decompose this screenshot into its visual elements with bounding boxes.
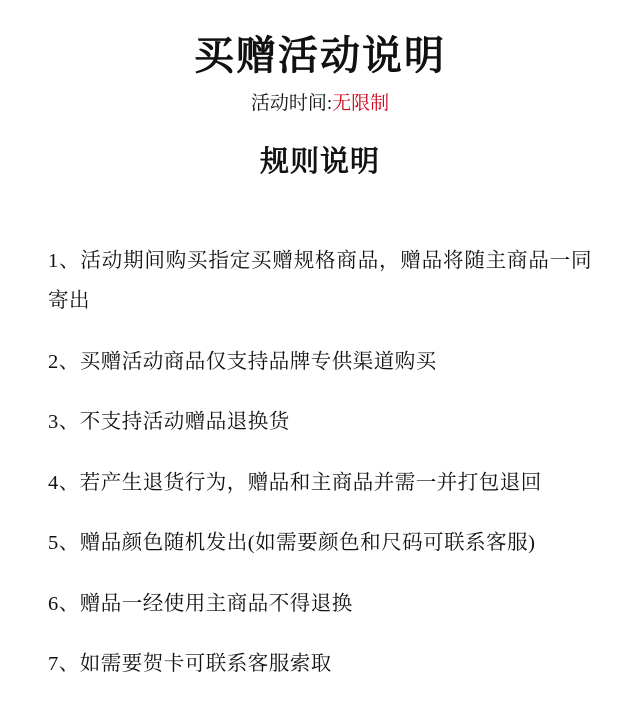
rule-item: 2、买赠活动商品仅支持品牌专供渠道购买 (48, 350, 437, 373)
page-title: 买赠活动说明 (194, 33, 446, 78)
activity-period-value: 无限制 (332, 93, 390, 114)
rules-list (34, 222, 606, 706)
section-title-rules: 规则说明 (259, 145, 380, 178)
rule-item: 7、如需要贺卡可联系客服索取 (48, 653, 332, 676)
rule-item: 6、赠品一经使用主商品不得退换 (48, 592, 353, 615)
rule-item: 5、赠品颜色随机发出(如需要颜色和尺码可联系客服) (48, 532, 536, 555)
rule-item: 1、活动期间购买指定买赠规格商品，赠品将随主商品一同寄出 (48, 250, 592, 313)
activity-period-label: 活动时间: (250, 93, 333, 114)
rule-item: 3、不支持活动赠品退换货 (48, 411, 290, 434)
activity-period (34, 92, 606, 117)
rule-item: 4、若产生退货行为，赠品和主商品并需一并打包退回 (48, 471, 542, 494)
